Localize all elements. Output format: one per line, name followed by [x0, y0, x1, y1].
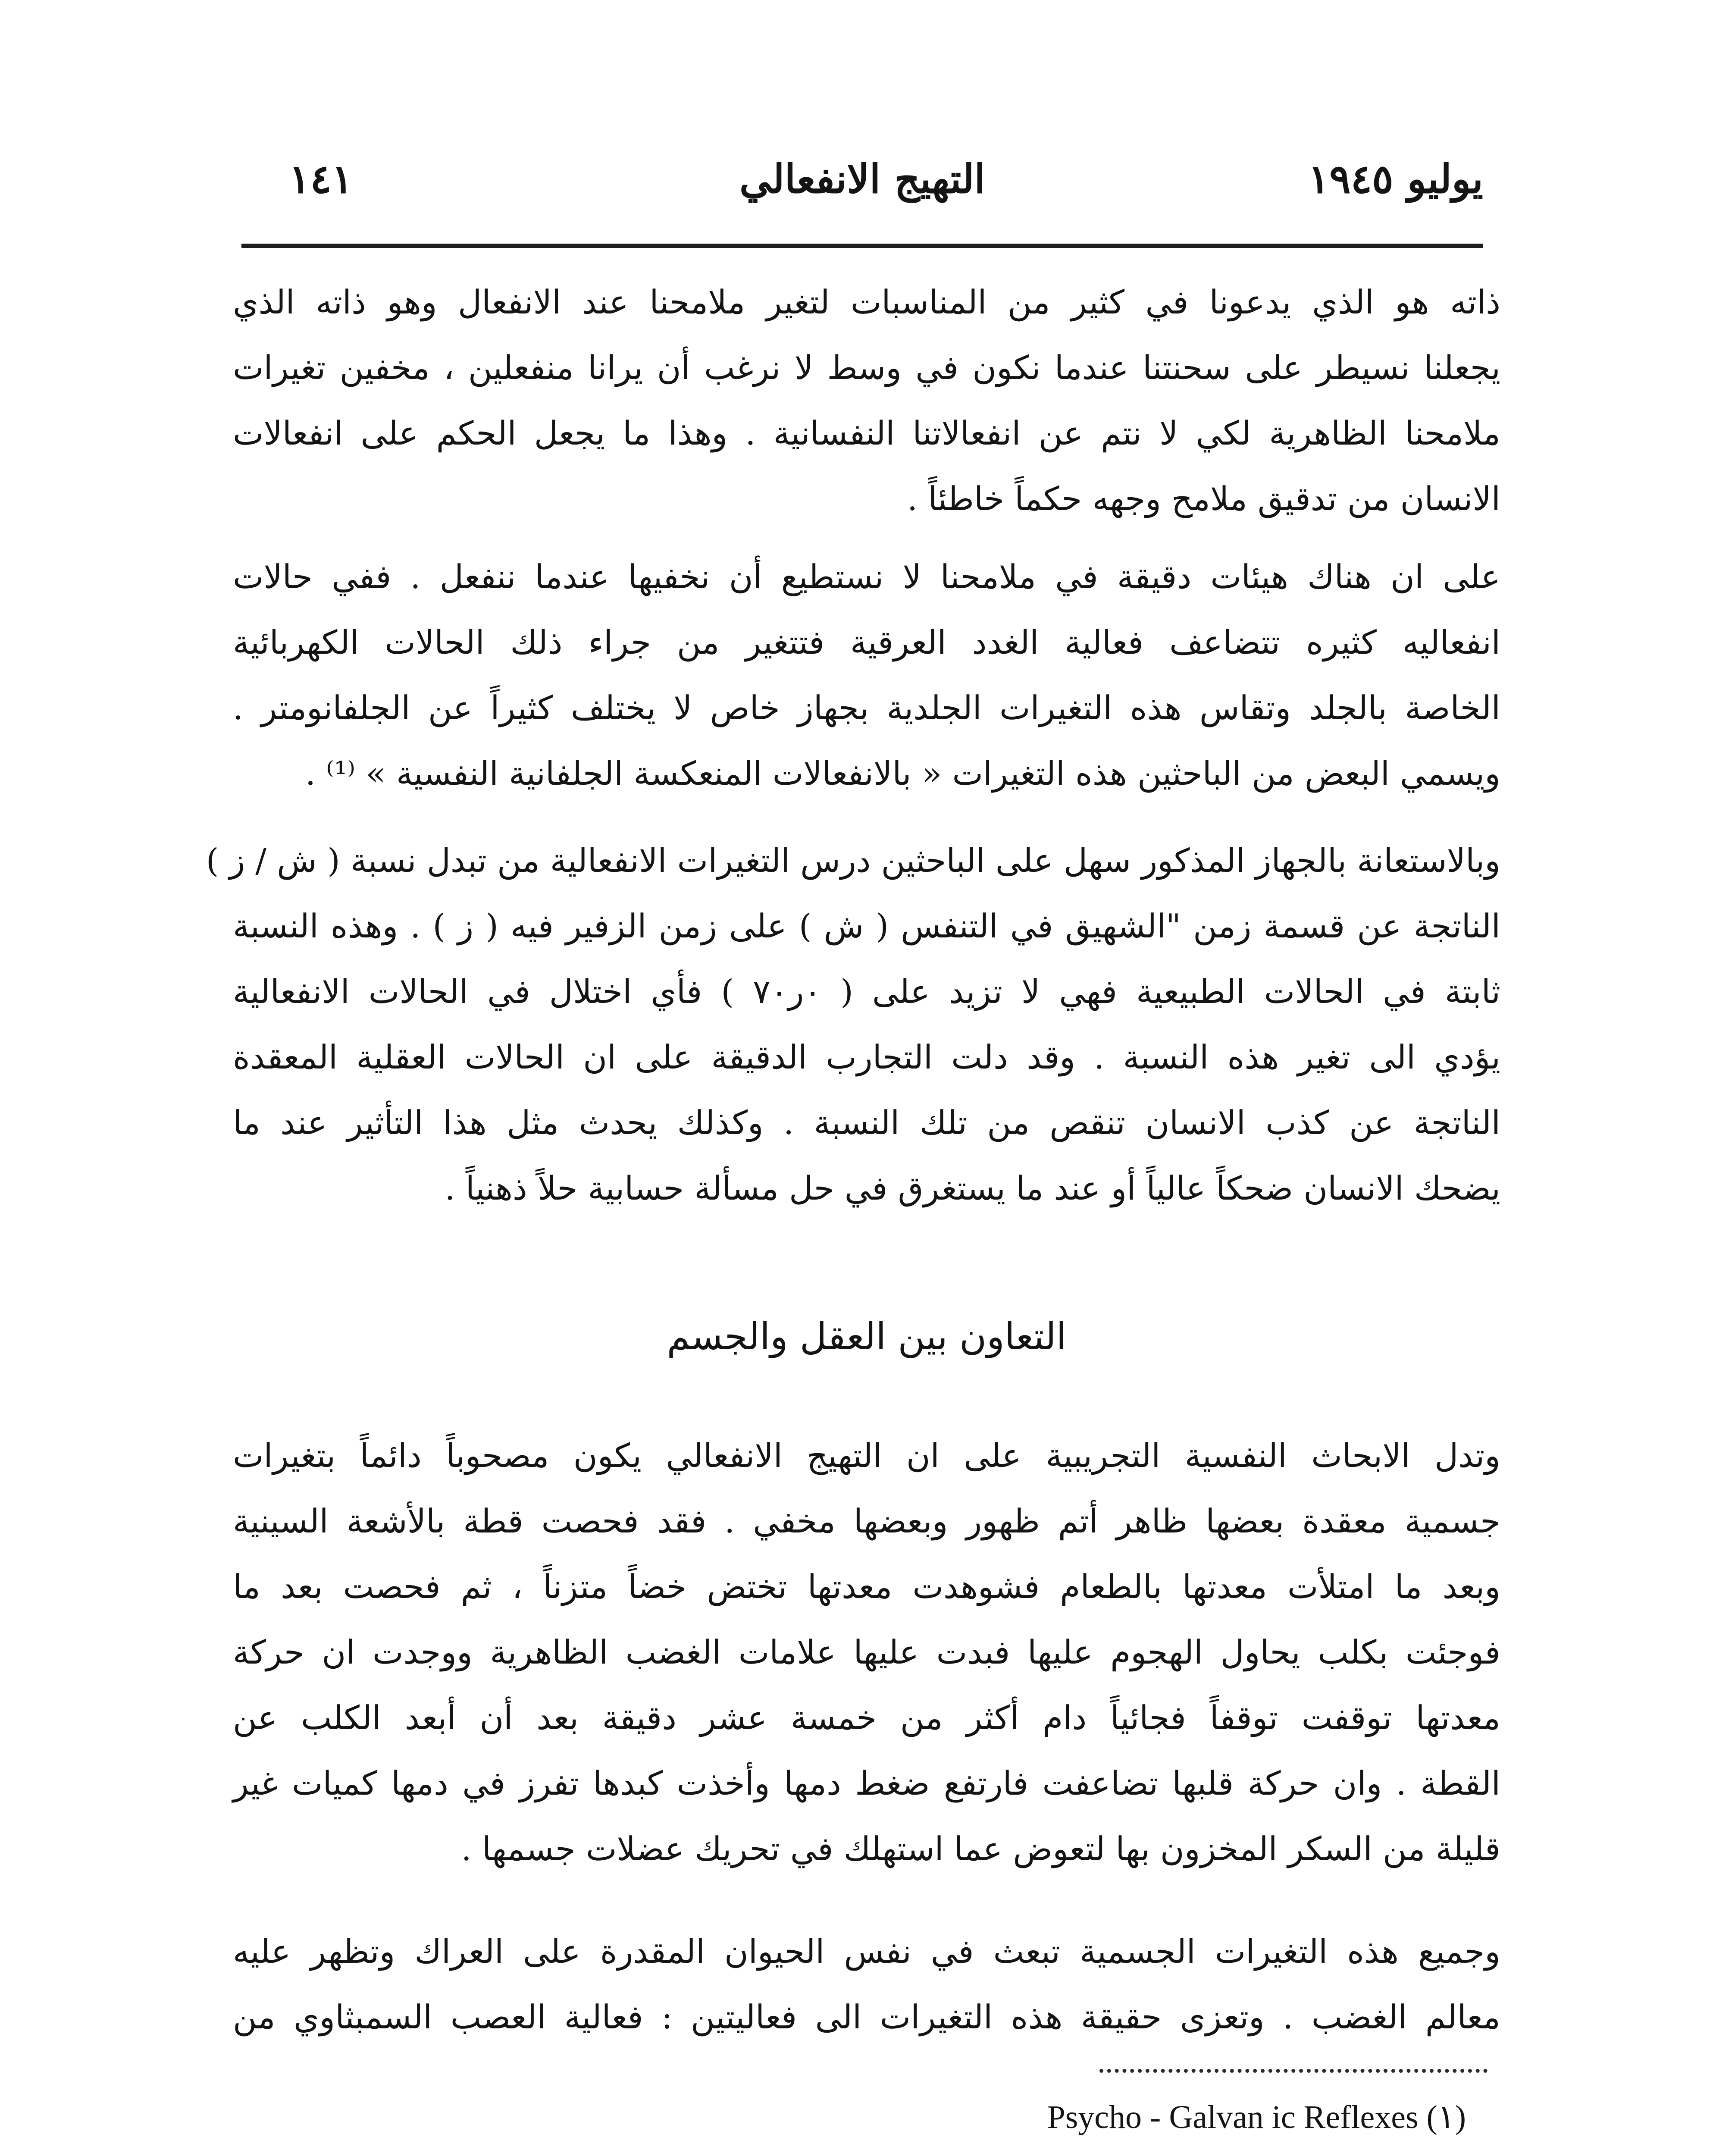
text-line: ويسمي البعض من الباحثين هذه التغيرات « بالانفعالات المنعكسة الجلفانية النفسية » ⁽¹⁾ .: [305, 754, 1500, 793]
paragraph-4: [233, 1423, 1500, 1882]
text-line: وجميع هذه التغيرات الجسمية تبعث في نفس الحيوان المقدرة على العراك وتظهر عليه: [233, 1932, 1500, 1971]
header-rule: [241, 244, 1483, 248]
paragraph-3: [206, 828, 1500, 1221]
footnote-rule: [1099, 2069, 1488, 2073]
text-line: يجعلنا نسيطر على سحنتنا عندما نكون في وسط لا نرغب أن يرانا منفعلين ، مخفين تغيرات: [233, 348, 1500, 387]
text-line: وبالاستعانة بالجهاز المذكور سهل على الباحثين درس التغيرات الانفعالية من تبدل نسبة ( ش / ز ): [206, 841, 1500, 880]
text-line: فوجئت بكلب يحاول الهجوم عليها فبدت عليها علامات الغضب الظاهرية ووجدت ان حركة: [233, 1633, 1500, 1671]
running-title: التهيج الانفعالي: [739, 156, 986, 202]
text-line: الخاصة بالجلد وتقاس هذه التغيرات الجلدية بجهاز خاص لا يختلف كثيراً عن الجلفانومتر .: [233, 689, 1500, 727]
text-line: وبعد ما امتلأت معدتها بالطعام فشوهدت معدتها تختض خضاً متزناً ، ثم فحصت بعد ما: [233, 1567, 1500, 1606]
page-number: ١٤١: [289, 156, 353, 202]
text-line: الانسان من تدقيق ملامح وجهه حكماً خاطئاً .: [907, 479, 1500, 518]
text-line: ذاته هو الذي يدعونا في كثير من المناسبات لتغير ملامحنا عند الانفعال وهو ذاته الذي: [233, 283, 1500, 321]
section-heading: التعاون بين العقل والجسم: [667, 1315, 1067, 1358]
paragraph-2: [233, 544, 1500, 806]
text-line: الناتجة عن قسمة زمن "الشهيق في التنفس ( ش ) على زمن الزفير فيه ( ز ) . وهذه النسبة: [233, 907, 1500, 945]
text-line: ملامحنا الظاهرية لكي لا نتم عن انفعالاتنا النفسانية . وهذا ما يجعل الحكم على انفعالات: [233, 414, 1500, 452]
text-line: القطة . وان حركة قلبها تضاعفت فارتفع ضغط دمها وأخذت كبدها تفرز في دمها كميات غير: [233, 1764, 1500, 1802]
issue-date: يوليو ١٩٤٥: [1308, 156, 1483, 202]
text-line: على ان هناك هيئات دقيقة في ملامحنا لا نستطيع أن نخفيها عندما ننفعل . ففي حالات: [233, 558, 1500, 596]
text-line: معالم الغضب . وتعزى حقيقة هذه التغيرات الى فعاليتين : فعالية العصب السمبثاوي من: [233, 1998, 1500, 2036]
paragraph-5: [233, 1919, 1500, 2050]
text-line: يؤدي الى تغير هذه النسبة . وقد دلت التجارب الدقيقة على ان الحالات العقلية المعقدة: [233, 1038, 1500, 1076]
footnote-marker: (١): [1426, 2099, 1466, 2135]
text-line: الناتجة عن كذب الانسان تنقص من تلك النسبة . وكذلك يحدث مثل هذا التأثير عند ما: [233, 1103, 1500, 1142]
text-line: وتدل الابحاث النفسية التجريبية على ان التهيج الانفعالي يكون مصحوباً دائماً بتغيرات: [233, 1436, 1500, 1475]
text-line: يضحك الانسان ضحكاً عالياً أو عند ما يستغرق في حل مسألة حسابية حلاً ذهنياً .: [445, 1169, 1500, 1207]
footnote: [871, 2091, 1466, 2143]
text-line: قليلة من السكر المخزون بها لتعوض عما استهلك في تحريك عضلات جسمها .: [461, 1830, 1500, 1868]
text-line: انفعاليه كثيره تتضاعف فعالية الغدد العرقية فتتغير من جراء ذلك الحالات الكهربائية: [233, 623, 1500, 661]
text-line: ثابتة في الحالات الطبيعية فهي لا تزيد على ( ٠ر٧٠ ) فأي اختلال في الحالات الانفعالية: [233, 972, 1500, 1011]
text-line: جسمية معقدة بعضها ظاهر أتم ظهور وبعضها مخفي . فقد فحصت قطة بالأشعة السينية: [233, 1502, 1500, 1540]
running-header: [241, 147, 1483, 229]
footnote-text: Psycho - Galvan ic Reflexes: [1047, 2099, 1419, 2135]
text-line: معدتها توقفت توقفاً فجائياً دام أكثر من خمسة عشر دقيقة بعد أن أبعد الكلب عن: [233, 1698, 1500, 1737]
paragraph-1: [233, 270, 1500, 532]
